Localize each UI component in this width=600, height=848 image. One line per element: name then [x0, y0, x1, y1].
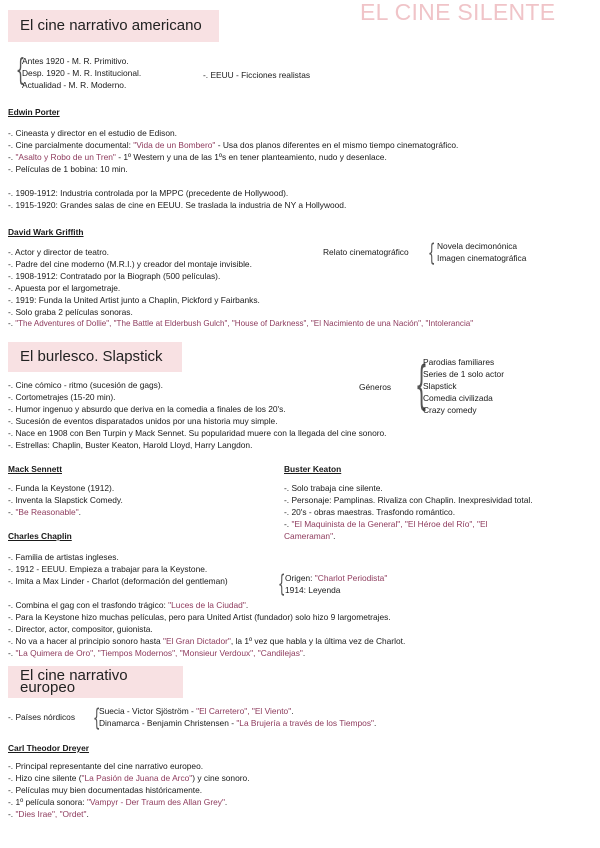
griffith-heading: David Wark Griffith	[8, 227, 84, 237]
eeuu-note: -. EEUU - Ficciones realistas	[203, 70, 311, 80]
generos-label: Géneros	[359, 382, 392, 392]
porter-line: -. "Asalto y Robo de un Tren" - 1º Western y una de las 1ºs en tener planteamiento, nudo y desenlace.	[8, 152, 387, 162]
slapstick-line: -. Nace en 1908 con Ben Turpin y Mack Sennet. Su popularidad muere con la llegada del cine sonoro.	[8, 428, 387, 438]
porter-line: -. Películas de 1 bobina: 10 min.	[8, 164, 128, 174]
brace-icon: {	[92, 704, 101, 732]
slapstick-line: -. Cortometrajes (15-20 min).	[8, 392, 116, 402]
brace-icon: {	[277, 570, 286, 598]
dreyer-line: -. Hizo cine silente ("La Pasión de Juana de Arco") y cine sonoro.	[8, 773, 250, 783]
suecia-line: Suecia - Victor Sjöström - "El Carretero", "El Viento".	[99, 706, 294, 716]
keaton-line: -. Solo trabaja cine silente.	[284, 483, 383, 493]
chaplin-line: -. Imita a Max Linder - Charlot (deformación del gentleman)	[8, 576, 228, 586]
period-3: Actualidad - M. R. Moderno.	[22, 80, 127, 90]
keaton-line: -. "El Maquinista de la General", "El Héroe del Río", "El	[284, 519, 488, 529]
relato-item: Imagen cinematográfica	[437, 253, 527, 263]
griffith-line: -. Actor y director de teatro.	[8, 247, 110, 257]
sennett-line: -. Funda la Keystone (1912).	[8, 483, 115, 493]
nordicos-label: -. Países nórdicos	[8, 712, 76, 722]
keaton-line: Cameraman".	[284, 531, 336, 541]
chaplin-line: -. 1912 - EEUU. Empieza a trabajar para la Keystone.	[8, 564, 208, 574]
chaplin-line: -. "La Quimera de Oro", "Tiempos Modernos", "Monsieur Verdoux", "Candilejas".	[8, 648, 306, 658]
sennett-line: -. Inventa la Slapstick Comedy.	[8, 495, 123, 505]
porter-line: -. Cineasta y director en el estudio de Edison.	[8, 128, 177, 138]
dinamarca-line: Dinamarca - Benjamin Christensen - "La Brujería a través de los Tiempos".	[99, 718, 377, 728]
brace-icon: {	[427, 239, 436, 267]
porter-line: -. Cine parcialmente documental: "Vida de un Bombero" - Usa dos planos diferentes en el mismo tiempo cinematográfico.	[8, 140, 459, 150]
chaplin-line: -. Director, actor, compositor, guionista.	[8, 624, 153, 634]
industry-line: -. 1909-1912: Industria controlada por la MPPC (precedente de Hollywood).	[8, 188, 289, 198]
period-1: Antes 1920 - M. R. Primitivo.	[22, 56, 129, 66]
sennett-heading: Mack Sennett	[8, 464, 62, 474]
section-heading-american: El cine narrativo americano	[8, 10, 219, 42]
chaplin-line: -. Combina el gag con el trasfondo trágico: "Luces de la Ciudad".	[8, 600, 249, 610]
dreyer-heading: Carl Theodor Dreyer	[8, 743, 89, 753]
griffith-line: -. Padre del cine moderno (M.R.I.) y creador del montaje invisible.	[8, 259, 252, 269]
porter-heading: Edwin Porter	[8, 107, 60, 117]
slapstick-line: -. Humor ingenuo y absurdo que deriva en la comedia a finales de los 20's.	[8, 404, 286, 414]
period-2: Desp. 1920 - M. R. Institucional.	[22, 68, 142, 78]
chaplin-line: -. Para la Keystone hizo muchas películas, pero para United Artist (fundador) solo hizo 9 largometrajes.	[8, 612, 391, 622]
genero-item: Crazy comedy	[423, 405, 477, 415]
slapstick-line: -. Cine cómico - ritmo (sucesión de gags).	[8, 380, 163, 390]
slapstick-line: -. Sucesión de eventos disparatados unidos por una historia muy simple.	[8, 416, 278, 426]
keaton-heading: Buster Keaton	[284, 464, 342, 474]
keaton-line: -. 20's - obras maestras. Trasfondo romántico.	[284, 507, 456, 517]
chaplin-leyenda: 1914: Leyenda	[285, 585, 341, 595]
page-title: EL CINE SILENTE	[360, 0, 556, 25]
relato-item: Novela decimonónica	[437, 241, 518, 251]
relato-label: Relato cinematográfico	[323, 247, 409, 257]
griffith-line: -. Solo graba 2 películas sonoras.	[8, 307, 133, 317]
chaplin-heading: Charles Chaplin	[8, 531, 72, 541]
industry-line: -. 1915-1920: Grandes salas de cine en EEUU. Se traslada la industria de NY a Hollywood.	[8, 200, 347, 210]
keaton-line: -. Personaje: Pamplinas. Rivaliza con Chaplin. Inexpresividad total.	[284, 495, 533, 505]
brace-icon: {	[15, 53, 26, 88]
section-heading-european: El cine narrativo europeo	[8, 666, 183, 698]
sennett-line: -. "Be Reasonable".	[8, 507, 81, 517]
dreyer-line: -. Películas muy bien documentadas históricamente.	[8, 785, 203, 795]
griffith-line: -. Apuesta por el largometraje.	[8, 283, 121, 293]
genero-item: Slapstick	[423, 381, 457, 391]
dreyer-line: -. "Dies Irae", "Ordet".	[8, 809, 89, 819]
genero-item: Series de 1 solo actor	[423, 369, 505, 379]
genero-item: Comedia civilizada	[423, 393, 493, 403]
section-heading-slapstick: El burlesco. Slapstick	[8, 342, 182, 372]
genero-item: Parodias familiares	[423, 357, 495, 367]
slapstick-line: -. Estrellas: Chaplin, Buster Keaton, Harold Lloyd, Harry Langdon.	[8, 440, 253, 450]
griffith-films: -. "The Adventures of Dollie", "The Battle at Elderbush Gulch", "House of Darkness", "El Nacimiento de una Nación", "Intolerancia"	[8, 319, 474, 328]
brace-icon: {	[414, 356, 429, 416]
chaplin-line: -. Familia de artistas ingleses.	[8, 552, 119, 562]
griffith-line: -. 1908-1912: Contratado por la Biograph (500 películas).	[8, 271, 221, 281]
chaplin-line: -. No va a hacer al principio sonoro hasta "El Gran Dictador", la 1º vez que habla y la última vez de Charlot.	[8, 636, 406, 646]
dreyer-line: -. Principal representante del cine narrativo europeo.	[8, 761, 204, 771]
griffith-line: -. 1919: Funda la United Artist junto a Chaplin, Pickford y Fairbanks.	[8, 295, 260, 305]
dreyer-line: -. 1º película sonora: "Vampyr - Der Traum des Allan Grey".	[8, 797, 228, 807]
chaplin-origen: Origen: "Charlot Periodista"	[285, 573, 388, 583]
